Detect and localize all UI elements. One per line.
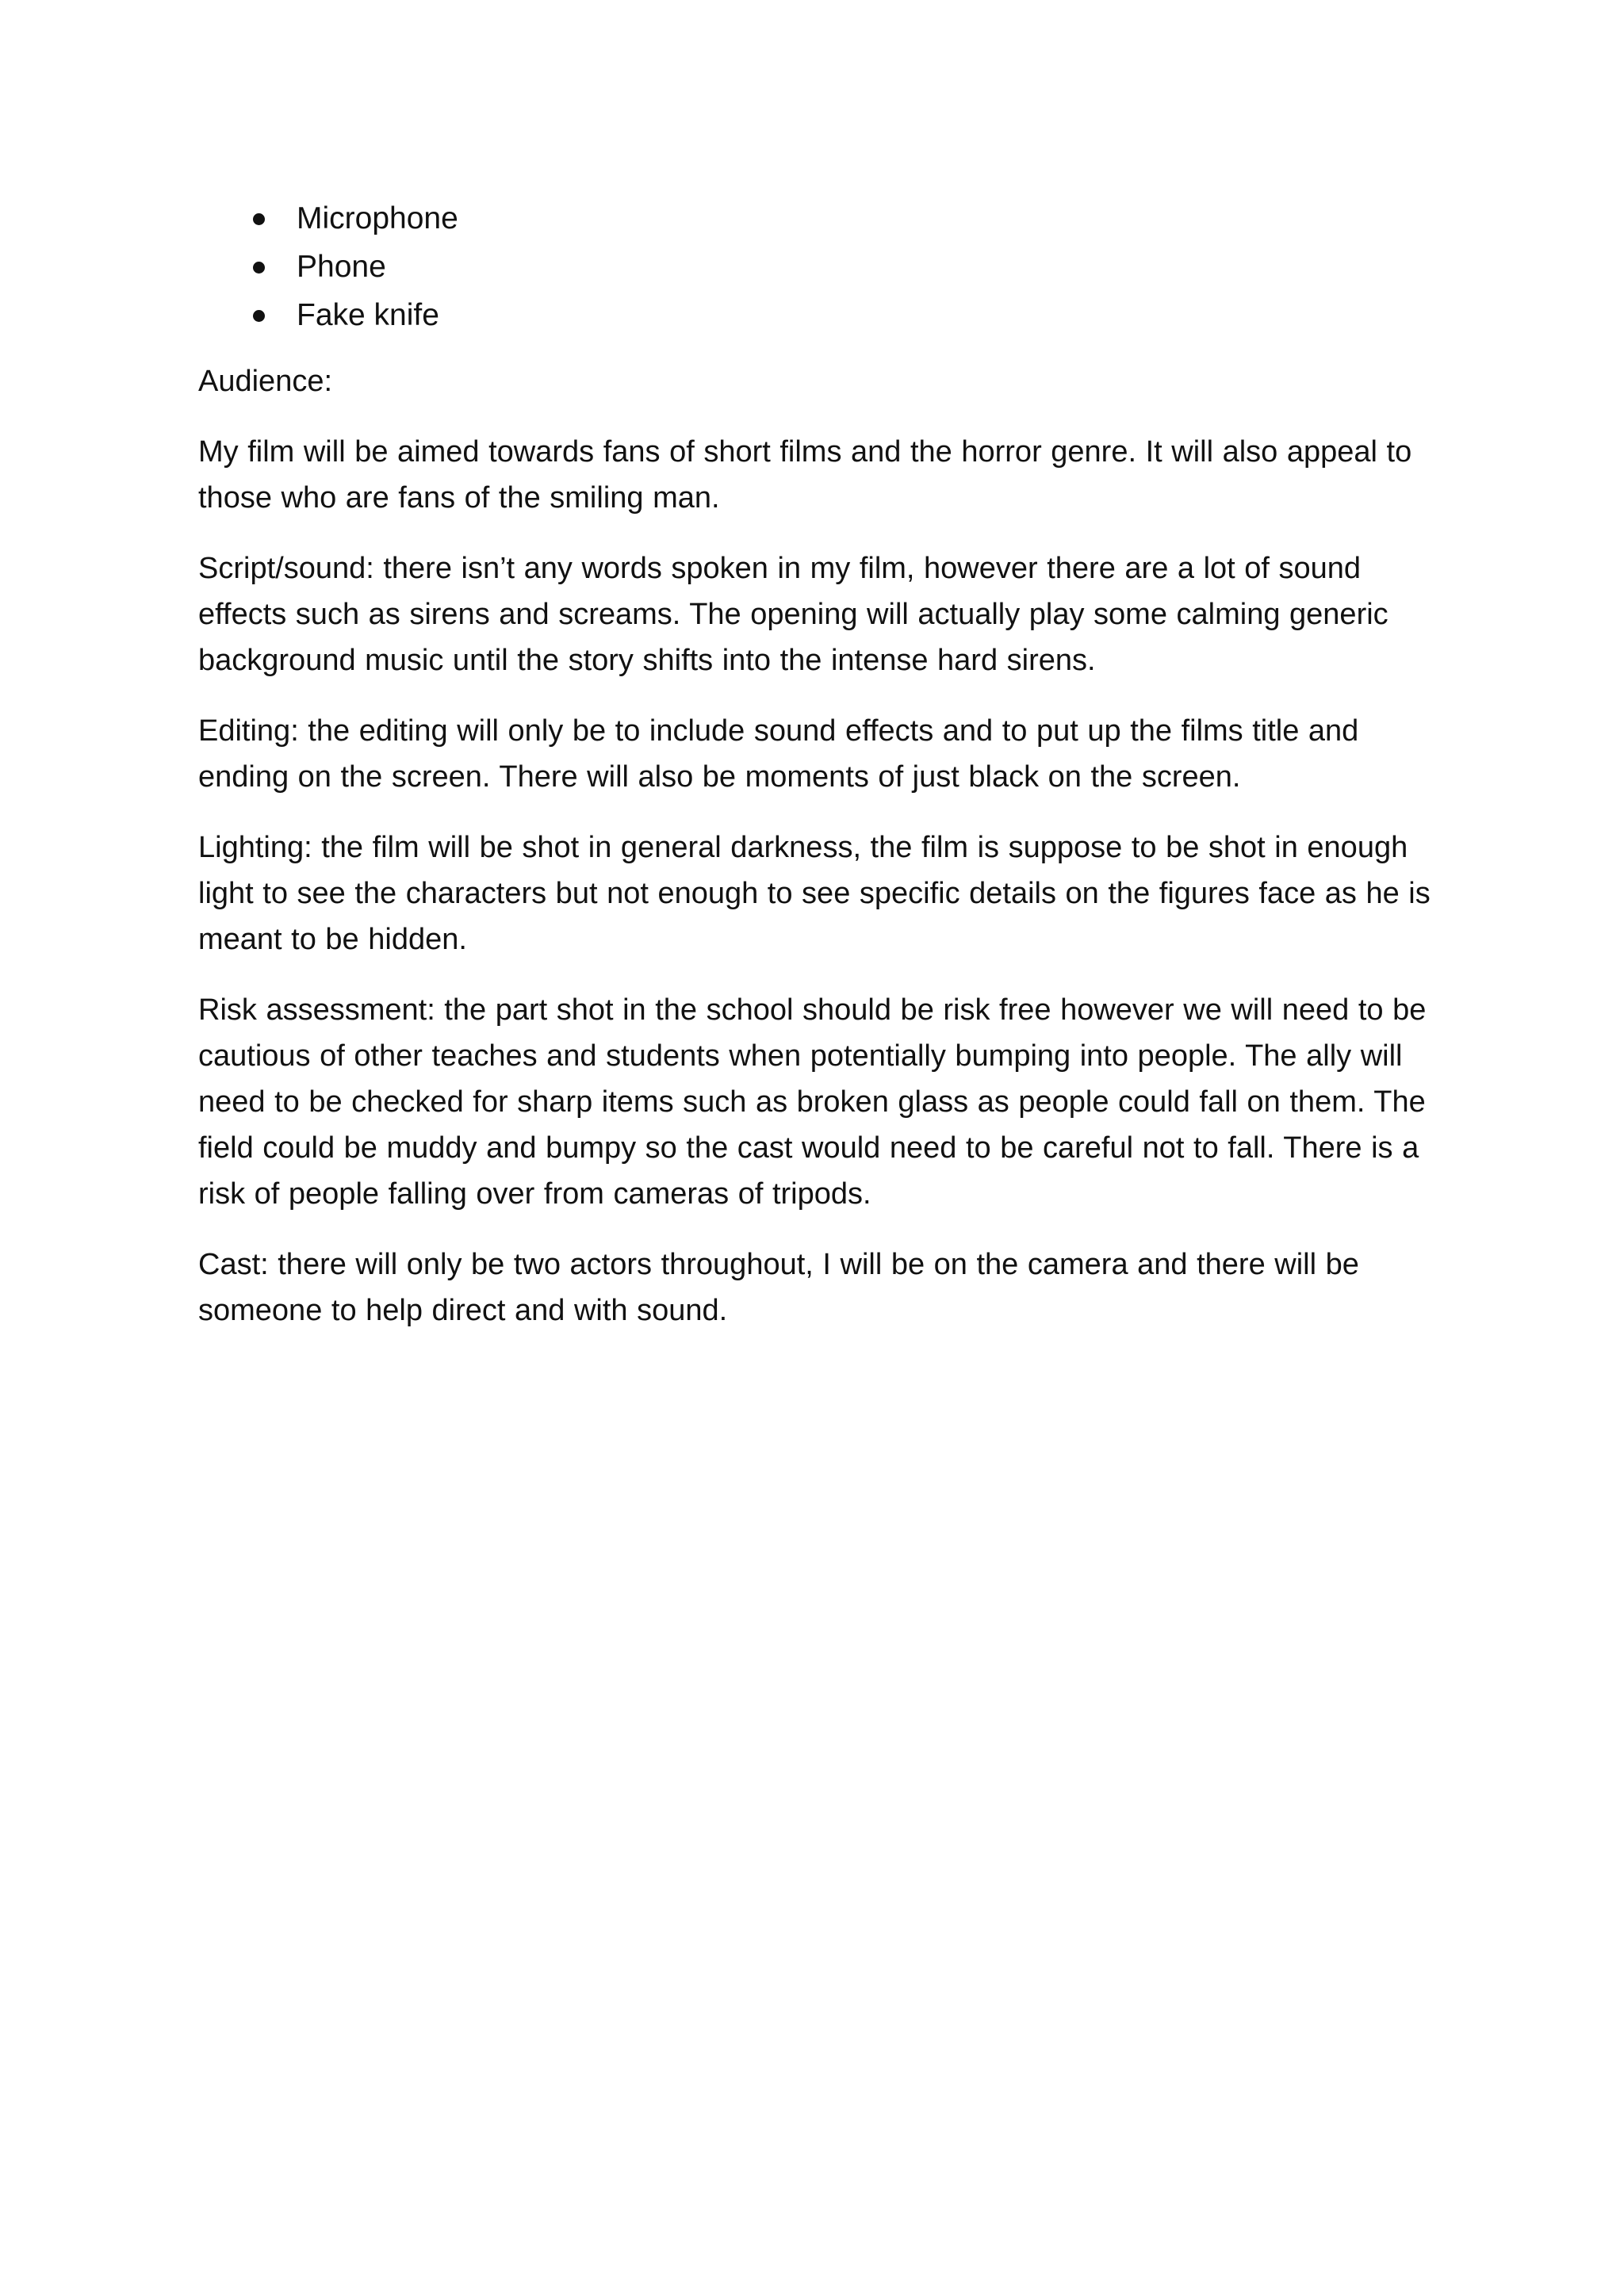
bullet-icon	[253, 310, 265, 322]
equipment-list	[198, 194, 1435, 339]
list-item-text: Phone	[297, 250, 386, 284]
lighting-paragraph: Lighting: the film will be shot in general darkness, the film is suppose to be shot in enough light to see the characters but not enough to see specific details on the figures face as he is meant to be hidden.	[198, 831, 1431, 956]
bullet-icon	[253, 262, 265, 274]
cast-paragraph: Cast: there will only be two actors throughout, I will be on the camera and there will be someone to help direct and with sound.	[198, 1248, 1359, 1327]
list-item	[198, 194, 1435, 243]
list-item	[198, 243, 1435, 291]
list-item	[198, 291, 1435, 339]
script-sound-paragraph: Script/sound: there isn’t any words spoken in my film, however there are a lot of sound effects such as sirens and screams. The opening will actually play some calming generic background music until the story shifts into the intense hard sirens.	[198, 552, 1388, 677]
audience-paragraph: My film will be aimed towards fans of short films and the horror genre. It will also appeal to those who are fans of the smiling man.	[198, 435, 1412, 515]
bullet-icon	[253, 213, 265, 225]
editing-paragraph: Editing: the editing will only be to include sound effects and to put up the films title and ending on the screen. There will also be moments of just black on the screen.	[198, 714, 1359, 794]
list-item-text: Microphone	[297, 201, 458, 235]
audience-heading: Audience:	[198, 365, 333, 398]
list-item-text: Fake knife	[297, 298, 439, 332]
document-body	[198, 194, 1435, 1334]
risk-assessment-paragraph: Risk assessment: the part shot in the school should be risk free however we will need to be cautious of other teaches and students when potentially bumping into people. The ally will need to be checked for sharp items such as broken glass as people could fall on them. The field could be muddy and bumpy so the cast would need to be careful not to fall. There is a risk of people falling over from cameras of tripods.	[198, 993, 1427, 1211]
